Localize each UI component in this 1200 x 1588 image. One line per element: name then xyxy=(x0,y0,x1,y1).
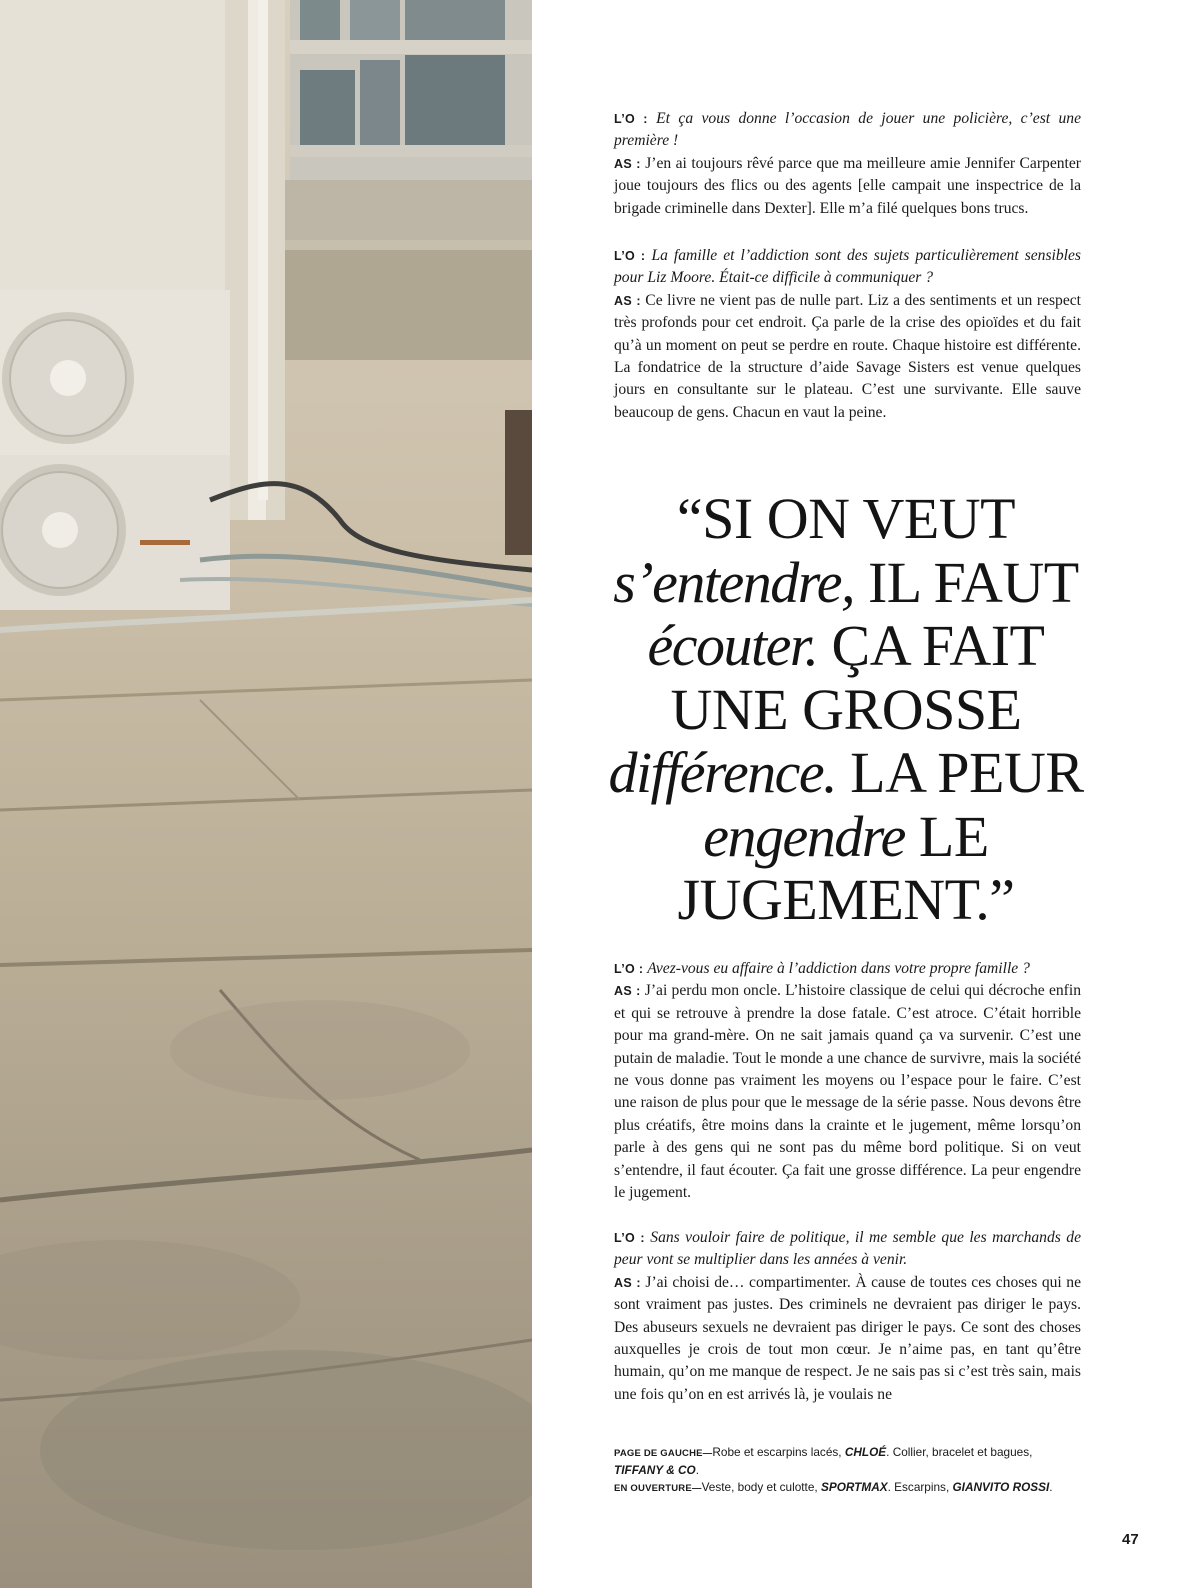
credit-brand: SPORTMAX xyxy=(820,1480,888,1494)
answer-tag: AS : xyxy=(614,984,641,999)
pull-quote xyxy=(600,487,1092,932)
qa-block xyxy=(614,1227,1081,1406)
answer-tag: AS : xyxy=(614,156,641,171)
qa-block xyxy=(614,958,1081,1204)
question-text: La famille et l’addiction sont des sujets particulièrement sensibles pour Liz Moore. Était-ce difficile à communiquer ? xyxy=(614,247,1081,287)
answer-tag: AS : xyxy=(614,293,641,308)
pull-quote-part: LA PEUR xyxy=(850,740,1084,805)
question-tag: L’O : xyxy=(614,112,648,126)
pull-quote-part: LE JUGEMENT.” xyxy=(677,803,1015,932)
question-tag: L’O : xyxy=(614,962,644,976)
credit-brand: CHLOÉ xyxy=(844,1445,887,1459)
credit-brand: GIANVITO ROSSI xyxy=(952,1480,1050,1494)
credit-line xyxy=(614,1444,1084,1479)
answer-text: J’ai choisi de… compartimenter. À cause de toutes ces choses qui ne sont vraiment pas justes. Des criminels ne devraient pas diriger le pays. Des abuseurs sexuels ne devraient pas diriger le pays. Ce sont des choses auxquelles je crois de tout mon cœur. Je n’aime pas, en tant qu’être humain, qu’on me manque de respect. Je ne sais pas si c’est très sain, mais une fois qu’on en est arrivés là, je voulais ne xyxy=(614,1273,1082,1403)
credit-text: . xyxy=(695,1463,699,1477)
credit-text: . Collier, bracelet et bagues, xyxy=(886,1445,1033,1459)
question-text: Avez-vous eu affaire à l’addiction dans votre propre famille ? xyxy=(647,960,1030,977)
pull-quote-part: s’entendre, xyxy=(613,549,854,615)
qa-block xyxy=(614,108,1081,220)
pull-quote-part: ÇA FAIT UNE GROSSE xyxy=(670,613,1045,742)
credit-text: . Escarpins, xyxy=(887,1480,953,1494)
credit-text: Veste, body et culotte, xyxy=(701,1480,821,1494)
answer-text: Ce livre ne vient pas de nulle part. Liz a des sentiments et un respect très profonds pour cet endroit. Ça parle de la crise des opioïdes et du fait qu’à un moment on peut se perdre en route. Chaque histoire est différente. La fondatrice de la structure d’aide Savage Sisters est venue quelques jours en consultante sur le plateau. C’est une survivante. Elle sauve beaucoup de gens. Chacun en vaut la peine. xyxy=(614,291,1081,421)
credit-label: EN OUVERTURE— xyxy=(614,1483,702,1494)
pull-quote-part: “SI ON VEUT xyxy=(676,486,1016,551)
pull-quote-part: différence. xyxy=(608,740,837,805)
pull-quote-part: IL FAUT xyxy=(867,549,1079,615)
qa-block xyxy=(614,245,1081,424)
page-number: 47 xyxy=(1122,1531,1139,1548)
question-tag: L’O : xyxy=(614,1231,645,1245)
credit-text: . xyxy=(1049,1480,1053,1494)
answer-text: J’en ai toujours rêvé parce que ma meilleure amie Jennifer Carpenter joue toujours des flics ou des agents [elle campait une inspectrice de la brigade criminelle dans Dexter]. Elle m’a filé quelques bons trucs. xyxy=(614,154,1081,217)
credit-line xyxy=(614,1479,1084,1497)
answer-tag: AS : xyxy=(614,1275,641,1290)
question-text: Et ça vous donne l’occasion de jouer une policière, c’est une première ! xyxy=(614,110,1081,150)
rooftop-photo xyxy=(0,0,532,1588)
question-tag: L’O : xyxy=(614,249,646,263)
pull-quote-part: écouter. xyxy=(647,613,818,678)
credit-label: PAGE DE GAUCHE— xyxy=(614,1448,713,1459)
answer-text: J’ai perdu mon oncle. L’histoire classique de celui qui décroche enfin et qui se retrouve à prendre la dose fatale. C’est atroce. C’était horrible pour ma grand-mère. On ne sait jamais quand ça va survenir. C’est une putain de maladie. Tout le monde a une chance de survivre, mais la société ne vous donne pas vraiment les moyens ou l’espace pour le faire. C’est une raison de plus pour que le message de la série passe. Nous devons être plus créatifs, être moins dans la crainte et le jugement, même lorsqu’on parle à des gens qui ne sont pas du même bord politique. Si on veut s’entendre, il faut écouter. Ça fait une grosse différence. La peur engendre le jugement. xyxy=(614,982,1081,1202)
credit-brand: TIFFANY & CO xyxy=(614,1463,696,1477)
rooftop-illustration xyxy=(0,0,532,1588)
credit-text: Robe et escarpins lacés, xyxy=(712,1445,845,1459)
fashion-credits xyxy=(614,1444,1084,1497)
pull-quote-part: engendre xyxy=(703,803,905,869)
question-text: Sans vouloir faire de politique, il me semble que les marchands de peur vont se multiplier dans les années à venir. xyxy=(614,1229,1082,1269)
